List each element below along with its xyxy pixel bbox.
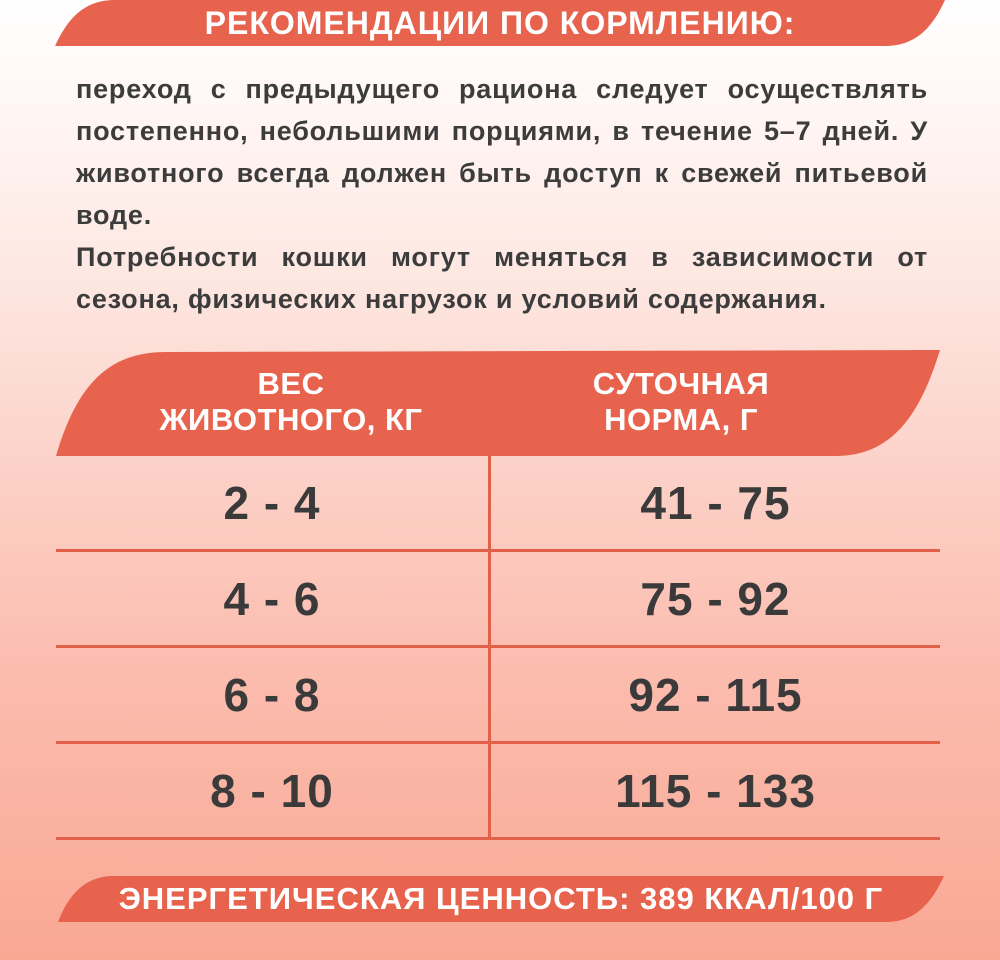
table-row xyxy=(56,552,940,648)
feeding-table xyxy=(56,456,940,840)
weight-cell: 6 - 8 xyxy=(56,648,491,741)
weight-cell: 4 - 6 xyxy=(56,552,491,645)
table-row xyxy=(56,456,940,552)
column-header-weight-line2: ЖИВОТНОГО, КГ xyxy=(159,402,423,437)
intro-paragraph-1: переход с предыдущего рациона следует осуществлять постепенно, небольшими порциями, в течение 5–7 дней. У животного всегда должен быть доступ к свежей питьевой воде. xyxy=(76,74,928,230)
norm-cell: 41 - 75 xyxy=(640,476,791,529)
norm-cell: 75 - 92 xyxy=(640,572,791,625)
intro-paragraph-2: Потребности кошки могут меняться в зависимости от сезона, физических нагрузок и условий содержания. xyxy=(76,242,928,314)
column-header-norm-line2: НОРМА, Г xyxy=(604,402,758,437)
energy-banner xyxy=(58,876,944,922)
norm-cell: 92 - 115 xyxy=(628,668,803,721)
feeding-instructions xyxy=(76,68,928,320)
column-header-weight xyxy=(116,366,466,438)
header-banner xyxy=(55,0,945,46)
norm-cell: 115 - 133 xyxy=(615,764,816,817)
column-header-weight-line1: ВЕС xyxy=(257,366,325,401)
column-header-norm xyxy=(496,366,866,438)
table-row xyxy=(56,744,940,840)
column-header-norm-line1: СУТОЧНАЯ xyxy=(592,366,770,401)
weight-cell: 8 - 10 xyxy=(56,744,491,837)
table-row xyxy=(56,648,940,744)
table-header xyxy=(56,348,940,456)
energy-value-text: ЭНЕРГЕТИЧЕСКАЯ ЦЕННОСТЬ: 389 ККАЛ/100 Г xyxy=(118,881,884,916)
weight-cell: 2 - 4 xyxy=(56,456,491,549)
page-title: РЕКОМЕНДАЦИИ ПО КОРМЛЕНИЮ: xyxy=(204,4,796,41)
